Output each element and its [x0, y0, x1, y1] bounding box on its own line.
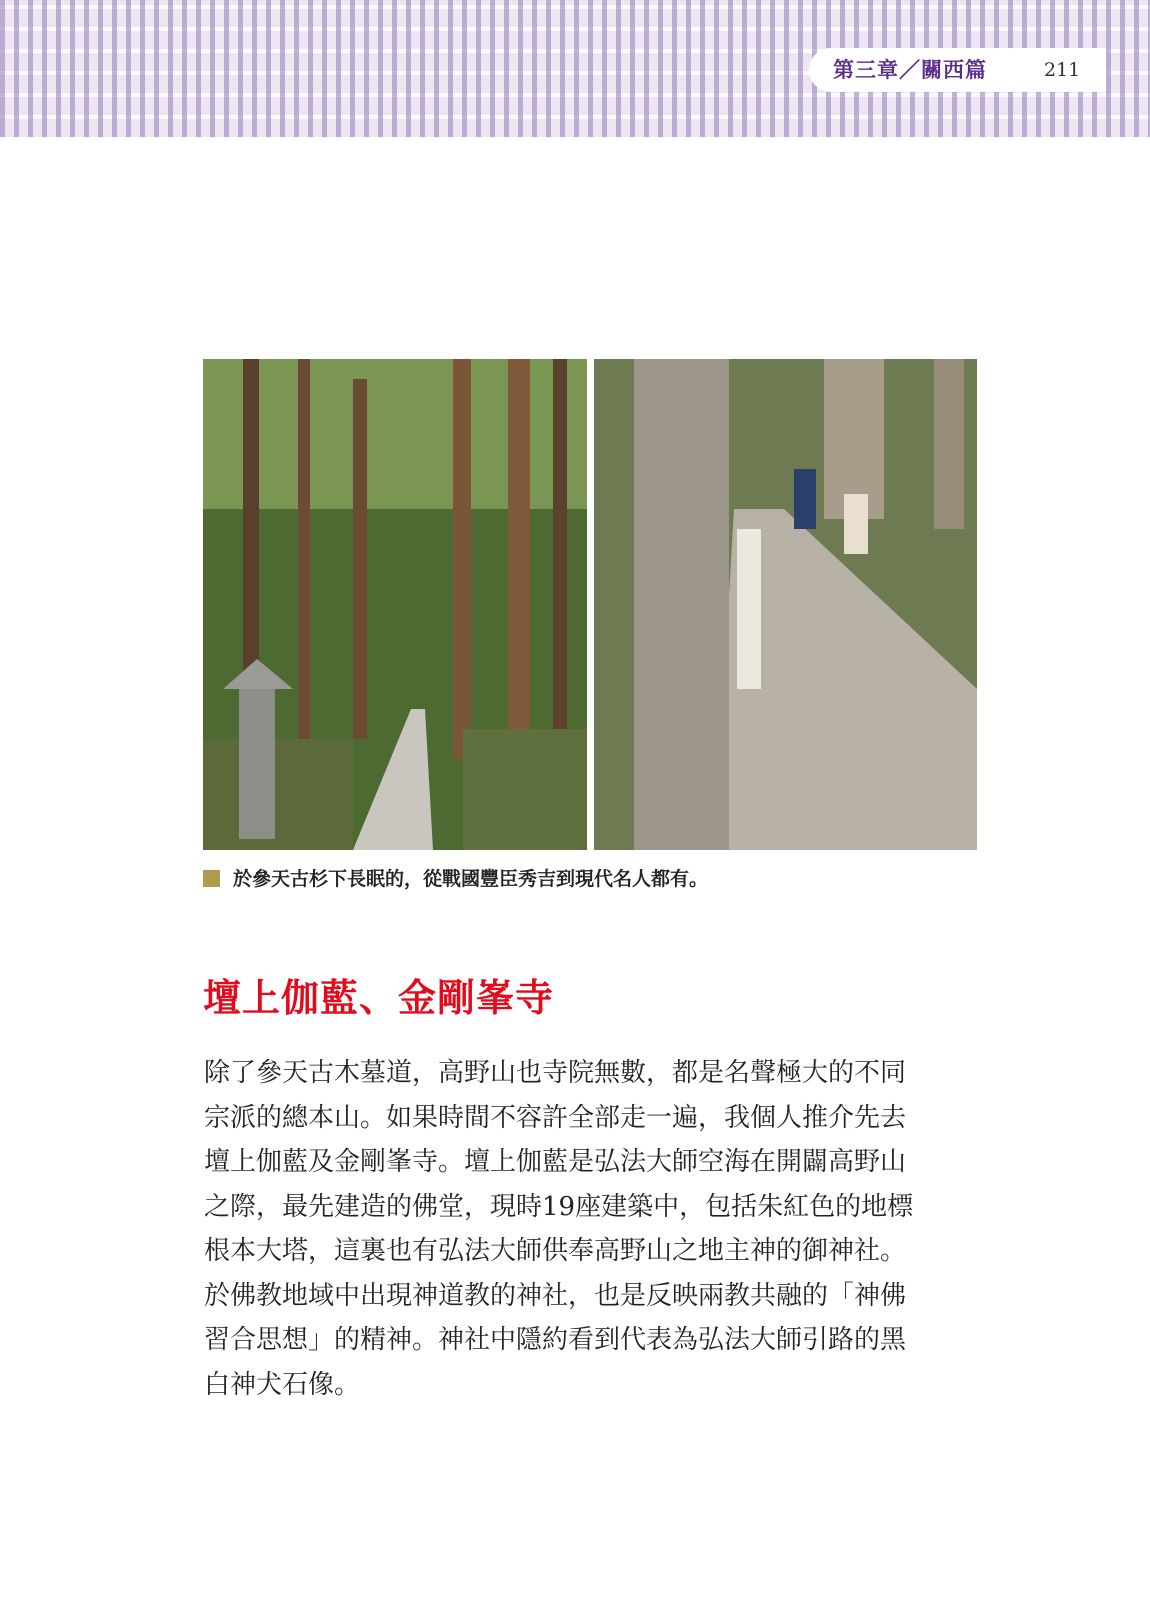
paragraph-line: 白神犬石像。 — [204, 1369, 361, 1400]
paragraph-line: 壇上伽藍及金剛峯寺。壇上伽藍是弘法大師空海在開闢高野山 — [204, 1147, 907, 1177]
section-heading: 壇上伽藍、金剛峯寺 — [203, 976, 555, 1020]
chapter-title: 第三章／關西篇 — [833, 58, 987, 82]
caption-text: 於參天古杉下長眠的，從戰國豐臣秀吉到現代名人都有。 — [233, 868, 709, 890]
paragraph-line: 宗派的總本山。如果時間不容許全部走一遍，我個人推介先去 — [204, 1102, 907, 1133]
paragraph-line: 根本大塔，這裏也有弘法大師供奉高野山之地主神的御神社。 — [204, 1236, 907, 1266]
body-paragraph — [204, 1051, 984, 1407]
paragraph-line: 除了參天古木墓道，高野山也寺院無數，都是名聲極大的不同 — [204, 1058, 907, 1088]
paragraph-line: 之際，最先建造的佛堂，現時19座建築中，包括朱紅色的地標 — [204, 1191, 914, 1222]
paragraph-line: 習合思想」的精神。神社中隱約看到代表為弘法大師引路的黑 — [204, 1325, 907, 1355]
forest-path-photo — [203, 359, 587, 850]
paragraph-line: 於佛教地域中出現神道教的神社，也是反映兩教共融的「神佛 — [204, 1280, 907, 1311]
caption-square-icon — [203, 870, 220, 887]
page-number: 211 — [1044, 59, 1081, 81]
stone-marker-stairs-photo — [594, 359, 977, 850]
photo-caption — [203, 864, 708, 894]
